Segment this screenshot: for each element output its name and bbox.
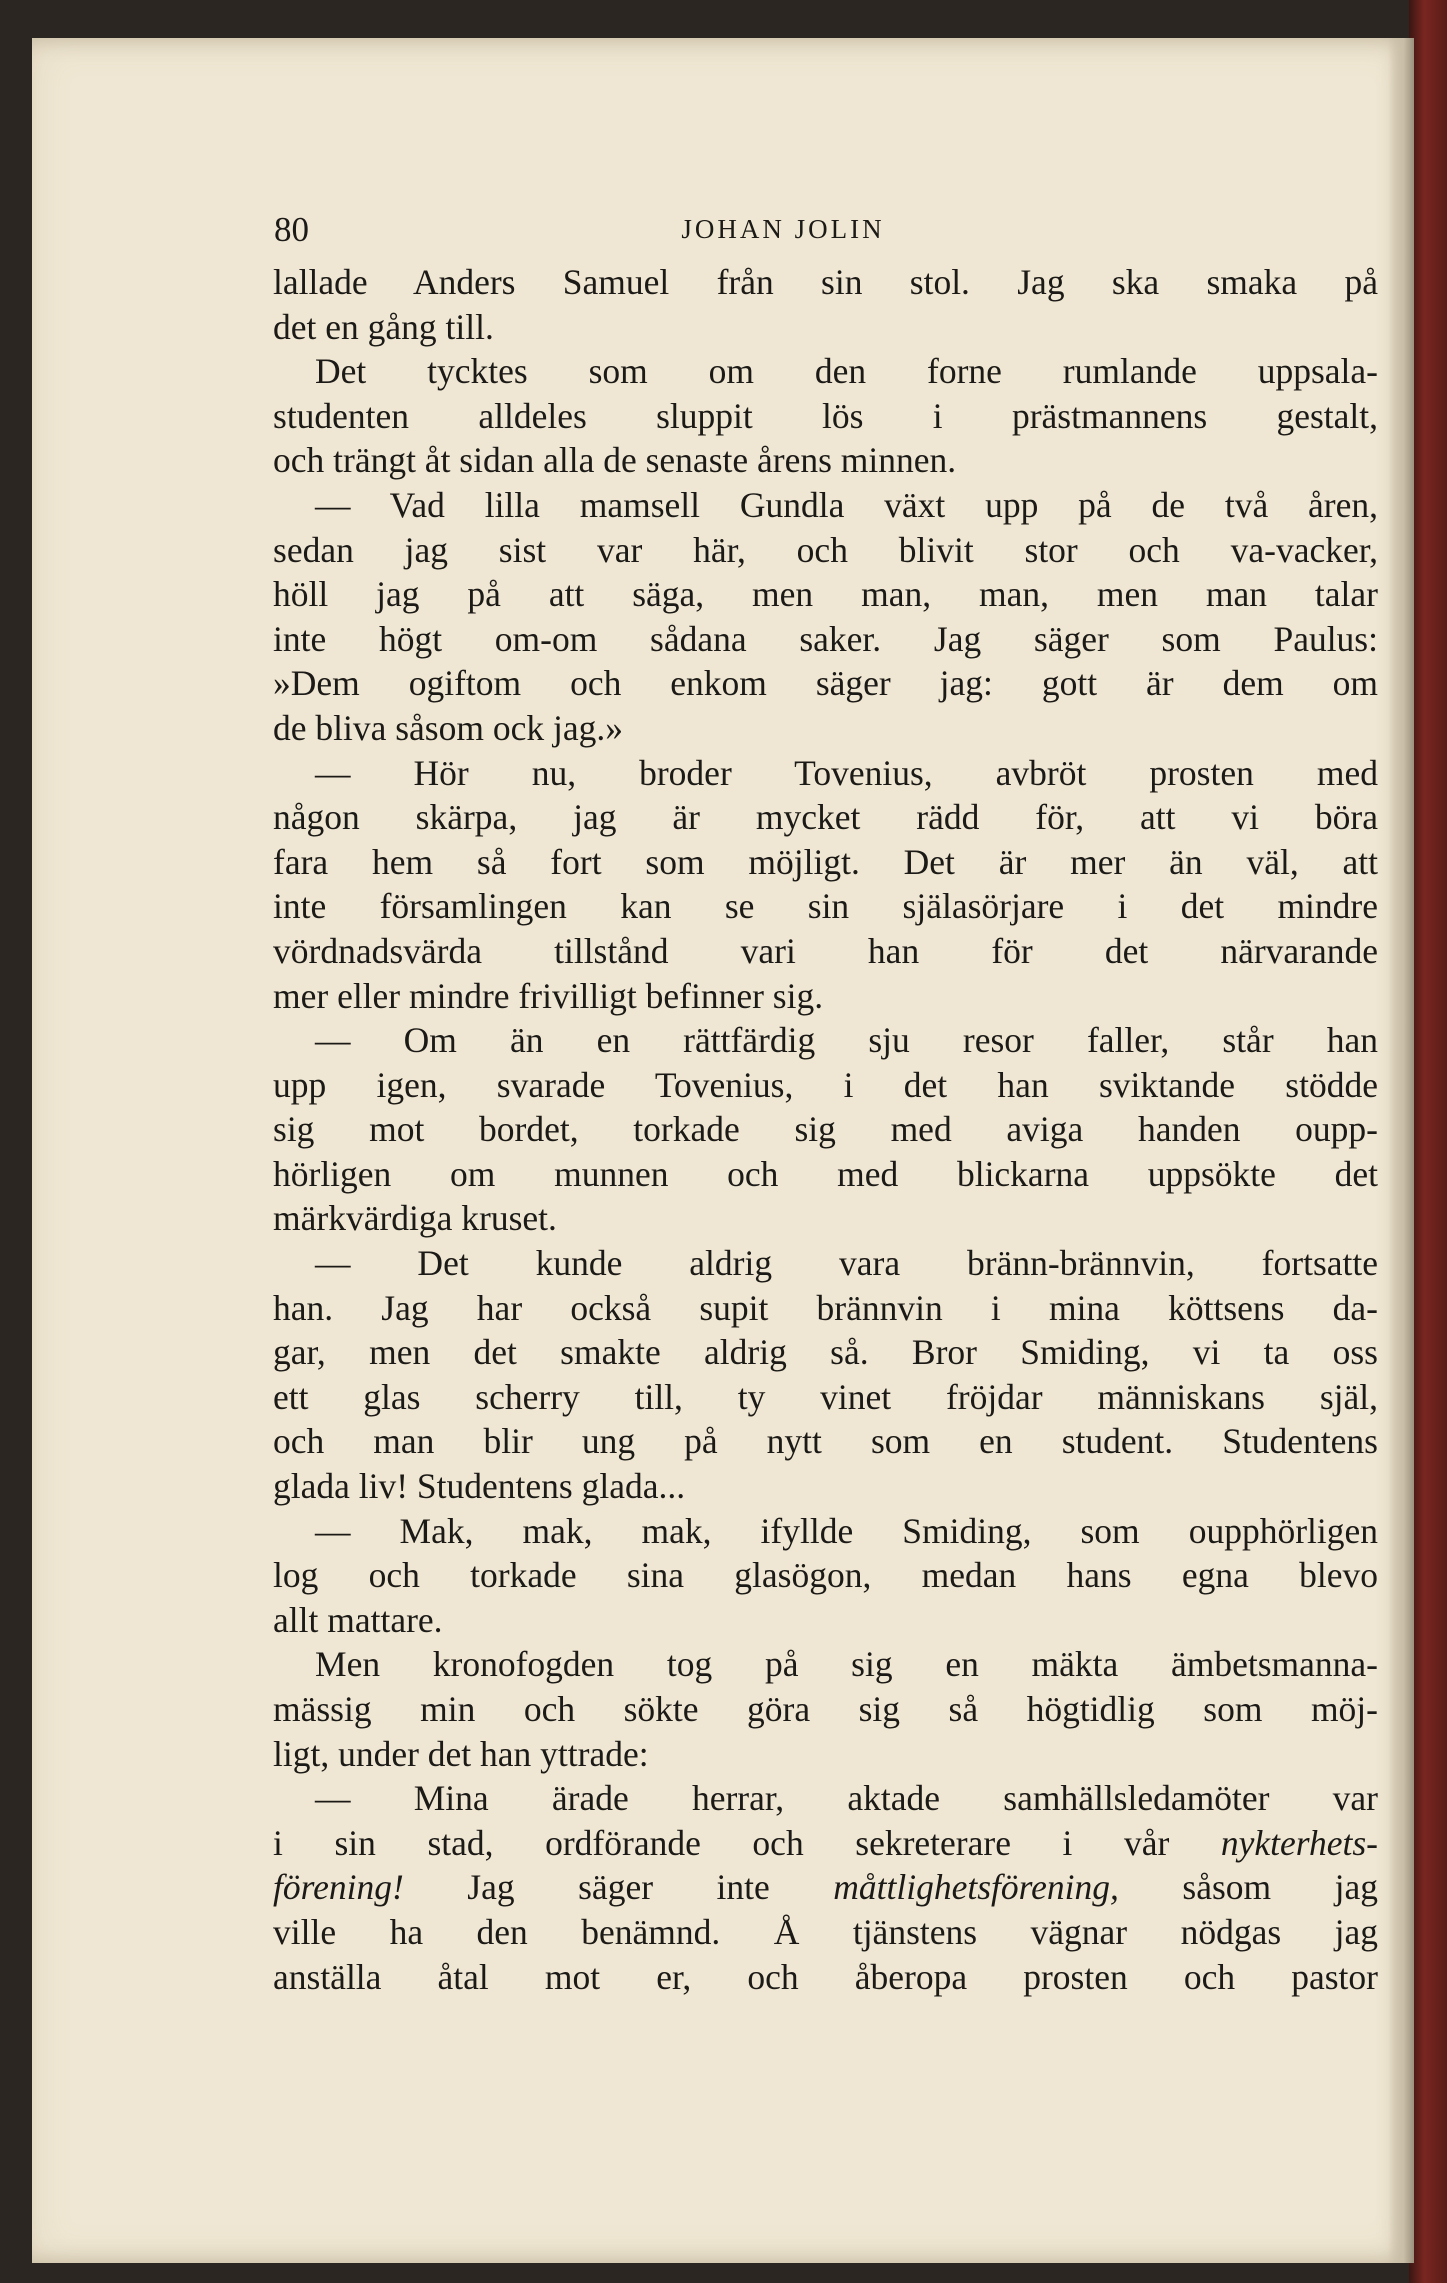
line-text: vördnadsvärda tillstånd vari han för det närvarande [273, 930, 1378, 971]
line-text: ligt, under det han yttrade: [273, 1733, 649, 1774]
line-text: — Om än en rättfärdig sju resor faller, står han [315, 1020, 1378, 1061]
page-gutter-shadow [1388, 38, 1414, 2263]
text-line [273, 1553, 1378, 1598]
text-line [273, 1598, 1378, 1643]
line-text: fara hem så fort som möjligt. Det är mer än väl, att [273, 841, 1378, 882]
text-line [273, 572, 1378, 617]
text-line [273, 1330, 1378, 1375]
line-text: — Mak, mak, mak, ifyllde Smiding, som oupphörligen [315, 1510, 1378, 1551]
line-text: — Mina ärade herrar, aktade samhällsledamöter var [315, 1778, 1378, 1819]
line-text: Det tycktes som om den forne rumlande uppsala- [315, 351, 1378, 392]
line-text: Jag säger inte [403, 1867, 834, 1908]
line-text: ville ha den benämnd. Å tjänstens vägnar nödgas jag [273, 1911, 1378, 1952]
text-line [273, 483, 1378, 528]
text-line [273, 1955, 1378, 2000]
text-line [273, 661, 1378, 706]
text-line [273, 795, 1378, 840]
text-line [273, 884, 1378, 929]
text-line [273, 1063, 1378, 1108]
text-line [273, 1286, 1378, 1331]
line-text: lallade Anders Samuel från sin stol. Jag ska smaka på [273, 262, 1378, 302]
italic-text: måttlighetsförening, [833, 1867, 1119, 1908]
line-text: — Det kunde aldrig vara bränn-brännvin, fortsatte [315, 1243, 1378, 1284]
line-text: anställa åtal mot er, och åberopa prosten och pastor [273, 1956, 1378, 1997]
text-line [273, 349, 1378, 394]
line-text: märkvärdiga kruset. [273, 1198, 557, 1239]
line-text: Men kronofogden tog på sig en mäkta ämbetsmanna- [315, 1644, 1378, 1685]
text-line [273, 1642, 1378, 1687]
text-line [273, 1375, 1378, 1420]
italic-text: nykterhets- [1220, 1822, 1378, 1863]
text-line [273, 1152, 1378, 1197]
line-text: allt mattare. [273, 1599, 443, 1640]
line-text: »Dem ogiftom och enkom säger jag: gott är dem om [273, 663, 1378, 704]
line-text: i sin stad, ordförande och sekreterare i vår [273, 1822, 1221, 1863]
line-text: de bliva såsom ock jag.» [273, 707, 623, 748]
text-line [273, 438, 1378, 483]
book-spine-edge [1409, 0, 1447, 2283]
running-head-title: JOHAN JOLIN [681, 214, 885, 244]
line-text: höll jag på att säga, men man, man, men man talar [273, 574, 1378, 615]
line-text: sedan jag sist var här, och blivit stor och va-vacker, [273, 529, 1378, 570]
line-text: — Vad lilla mamsell Gundla växt upp på de två åren, [315, 484, 1378, 525]
text-line [273, 1419, 1378, 1464]
text-line [273, 1464, 1378, 1509]
text-line [273, 706, 1378, 751]
body-text [273, 260, 1378, 1999]
line-text: gar, men det smakte aldrig så. Bror Smiding, vi ta oss [273, 1332, 1378, 1373]
line-text: mer eller mindre frivilligt befinner sig. [273, 975, 824, 1016]
line-text: såsom jag [1118, 1867, 1378, 1908]
line-text: hörligen om munnen och med blickarna uppsökte det [273, 1153, 1378, 1194]
line-text: någon skärpa, jag är mycket rädd för, att vi böra [273, 797, 1378, 838]
italic-text: förening! [273, 1867, 404, 1908]
text-line [273, 1776, 1378, 1821]
line-text: han. Jag har också supit brännvin i mina köttsens da- [273, 1287, 1378, 1328]
text-line [273, 840, 1378, 885]
text-line [273, 1196, 1378, 1241]
text-line [273, 1910, 1378, 1955]
line-text: sig mot bordet, torkade sig med aviga handen oupp- [273, 1109, 1378, 1150]
text-line [273, 260, 1378, 305]
line-text: inte församlingen kan se sin själasörjare i det mindre [273, 886, 1378, 927]
line-text: och man blir ung på nytt som en student. Studentens [273, 1421, 1378, 1462]
line-text: log och torkade sina glasögon, medan hans egna blevo [273, 1555, 1378, 1596]
line-text: — Hör nu, broder Tovenius, avbröt prosten med [315, 752, 1378, 793]
line-text: glada liv! Studentens glada... [273, 1466, 686, 1507]
line-text: mässig min och sökte göra sig så högtidlig som möj- [273, 1689, 1378, 1729]
text-line [273, 1241, 1378, 1286]
line-text: det en gång till. [273, 306, 494, 347]
text-line [273, 1687, 1378, 1732]
page-number: 80 [274, 210, 309, 249]
text-line [273, 1018, 1378, 1063]
text-line [273, 1732, 1378, 1777]
text-line [273, 1821, 1378, 1866]
line-text: ett glas scherry till, ty vinet fröjdar människans själ, [273, 1376, 1378, 1417]
text-line [273, 528, 1378, 573]
text-line [273, 617, 1378, 662]
text-line [273, 751, 1378, 796]
book-page [32, 38, 1414, 2263]
text-line [273, 929, 1378, 974]
text-line [273, 1865, 1378, 1910]
text-line [273, 305, 1378, 350]
line-text: och trängt åt sidan alla de senaste årens minnen. [273, 440, 957, 481]
text-line [273, 974, 1378, 1019]
line-text: studenten alldeles sluppit lös i prästmannens gestalt, [273, 395, 1378, 436]
text-line [273, 1509, 1378, 1554]
running-head [32, 210, 1414, 250]
line-text: inte högt om-om sådana saker. Jag säger som Paulus: [273, 618, 1378, 659]
text-line [273, 394, 1378, 439]
text-line [273, 1107, 1378, 1152]
line-text: upp igen, svarade Tovenius, i det han sviktande stödde [273, 1064, 1378, 1105]
